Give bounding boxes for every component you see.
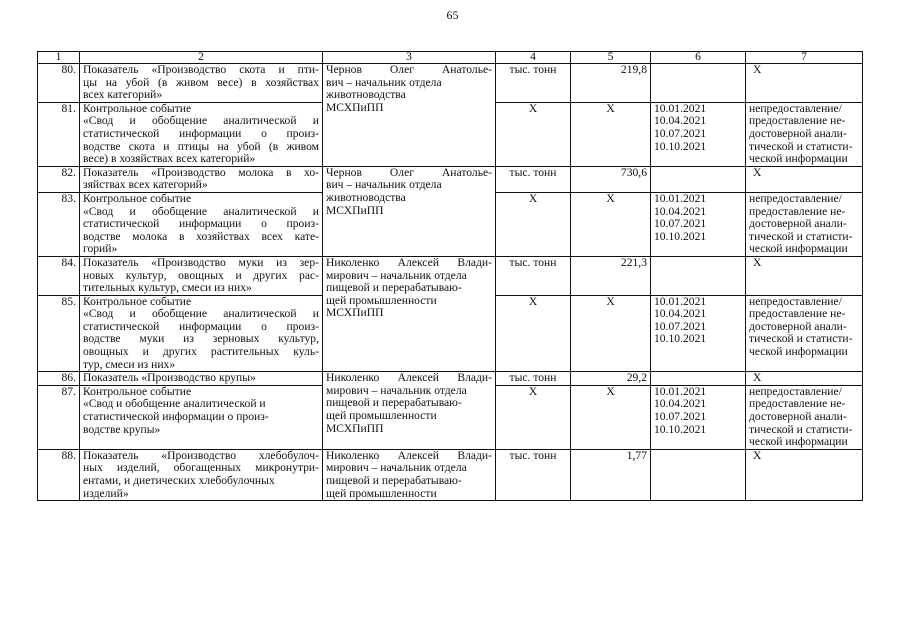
x-mark: X bbox=[496, 385, 571, 449]
row-number: 81. bbox=[38, 102, 80, 166]
row-number: 83. bbox=[38, 192, 80, 256]
row-number: 88. bbox=[38, 449, 80, 500]
column-header: 5 bbox=[571, 52, 651, 64]
x-mark: X bbox=[571, 102, 651, 166]
unit-cell: тыс. тонн bbox=[496, 166, 571, 192]
row-number: 85. bbox=[38, 295, 80, 372]
dates-cell: 10.01.2021 10.04.2021 10.07.2021 10.10.2021 bbox=[651, 385, 746, 449]
column-header: 3 bbox=[323, 52, 496, 64]
row-number: 87. bbox=[38, 385, 80, 449]
unit-cell: тыс. тонн bbox=[496, 372, 571, 386]
value-cell: 219,8 bbox=[571, 64, 651, 103]
x-mark: X bbox=[571, 295, 651, 372]
column-header: 4 bbox=[496, 52, 571, 64]
row-description: Показатель «Производство хлебобулоч- ных изделий, обогащенных микронутри- ентами, и диетических хлебобулочных изделий» bbox=[80, 449, 323, 500]
x-mark: X bbox=[496, 192, 571, 256]
row-description: Показатель «Производство крупы» bbox=[80, 372, 323, 386]
indicators-table bbox=[37, 51, 863, 501]
column-header: 7 bbox=[746, 52, 863, 64]
x-mark: X bbox=[496, 102, 571, 166]
x-mark: X bbox=[746, 166, 863, 192]
note-cell: непредоставление/ предоставление не- достоверной анали- тической и статисти- ческой информации bbox=[746, 295, 863, 372]
table-row bbox=[38, 64, 863, 103]
unit-cell: тыс. тонн bbox=[496, 64, 571, 103]
x-mark: X bbox=[746, 449, 863, 500]
x-mark: X bbox=[746, 64, 863, 103]
responsible-person: Николенко Алексей Влади- мирович – начальник отдела пищевой и перерабатываю- щей промышленности МСХПиПП bbox=[323, 372, 496, 450]
column-header: 2 bbox=[80, 52, 323, 64]
responsible-person: Николенко Алексей Влади- мирович – начальник отдела пищевой и перерабатываю- щей промышленности МСХПиПП bbox=[323, 256, 496, 371]
dates-cell: 10.01.2021 10.04.2021 10.07.2021 10.10.2021 bbox=[651, 102, 746, 166]
unit-cell: тыс. тонн bbox=[496, 256, 571, 295]
value-cell: 730,6 bbox=[571, 166, 651, 192]
responsible-person: Чернов Олег Анатолье- вич – начальник отдела животноводства МСХПиПП bbox=[323, 166, 496, 256]
value-cell: 29,2 bbox=[571, 372, 651, 386]
row-number: 84. bbox=[38, 256, 80, 295]
x-mark: X bbox=[571, 192, 651, 256]
page-number: 65 bbox=[446, 8, 459, 22]
table-row bbox=[38, 372, 863, 386]
table-row bbox=[38, 256, 863, 295]
x-mark: X bbox=[746, 372, 863, 386]
row-description: Контрольное событие «Свод и обобщение аналитической и статистической информации о произ- водстве муки из зерновых культур, овощных и других растительных куль- тур, смеси из них» bbox=[80, 295, 323, 372]
note-cell: непредоставление/ предоставление не- достоверной анали- тической и статисти- ческой информации bbox=[746, 192, 863, 256]
row-description: Контрольное событие «Свод и обобщение аналитической и статистической информации о произ- водстве молока в хозяйствах всех кате- горий» bbox=[80, 192, 323, 256]
note-cell: непредоставление/ предоставление не- достоверной анали- тической и статисти- ческой информации bbox=[746, 385, 863, 449]
dates-cell bbox=[651, 64, 746, 103]
row-description: Показатель «Производство молока в хо- зяйствах всех категорий» bbox=[80, 166, 323, 192]
row-number: 80. bbox=[38, 64, 80, 103]
value-cell: 1,77 bbox=[571, 449, 651, 500]
row-description: Показатель «Производство скота и пти- цы на убой (в живом весе) в хозяйствах всех категорий» bbox=[80, 64, 323, 103]
row-number: 86. bbox=[38, 372, 80, 386]
dates-cell bbox=[651, 372, 746, 386]
responsible-person: Чернов Олег Анатолье- вич – начальник отдела животноводства МСХПиПП bbox=[323, 64, 496, 167]
table-row bbox=[38, 449, 863, 500]
note-cell: непредоставление/ предоставление не- достоверной анали- тической и статисти- ческой информации bbox=[746, 102, 863, 166]
row-description: Контрольное событие «Свод и обобщение аналитической и статистической информации о произ- водстве крупы» bbox=[80, 385, 323, 449]
dates-cell bbox=[651, 449, 746, 500]
dates-cell: 10.01.2021 10.04.2021 10.07.2021 10.10.2021 bbox=[651, 295, 746, 372]
column-header: 1 bbox=[38, 52, 80, 64]
dates-cell: 10.01.2021 10.04.2021 10.07.2021 10.10.2021 bbox=[651, 192, 746, 256]
row-description: Показатель «Производство муки из зер- новых культур, овощных и других рас- тительных культур, смеси из них» bbox=[80, 256, 323, 295]
x-mark: X bbox=[571, 385, 651, 449]
row-description: Контрольное событие «Свод и обобщение аналитической и статистической информации о произ- водстве скота и птицы на убой (в живом весе) в хозяйствах всех категорий» bbox=[80, 102, 323, 166]
table-row bbox=[38, 166, 863, 192]
x-mark: X bbox=[496, 295, 571, 372]
dates-cell bbox=[651, 256, 746, 295]
table-header-row bbox=[38, 52, 863, 64]
x-mark: X bbox=[746, 256, 863, 295]
responsible-person: Николенко Алексей Влади- мирович – начальник отдела пищевой и перерабатываю- щей промышленности bbox=[323, 449, 496, 500]
column-header: 6 bbox=[651, 52, 746, 64]
dates-cell bbox=[651, 166, 746, 192]
unit-cell: тыс. тонн bbox=[496, 449, 571, 500]
value-cell: 221,3 bbox=[571, 256, 651, 295]
row-number: 82. bbox=[38, 166, 80, 192]
